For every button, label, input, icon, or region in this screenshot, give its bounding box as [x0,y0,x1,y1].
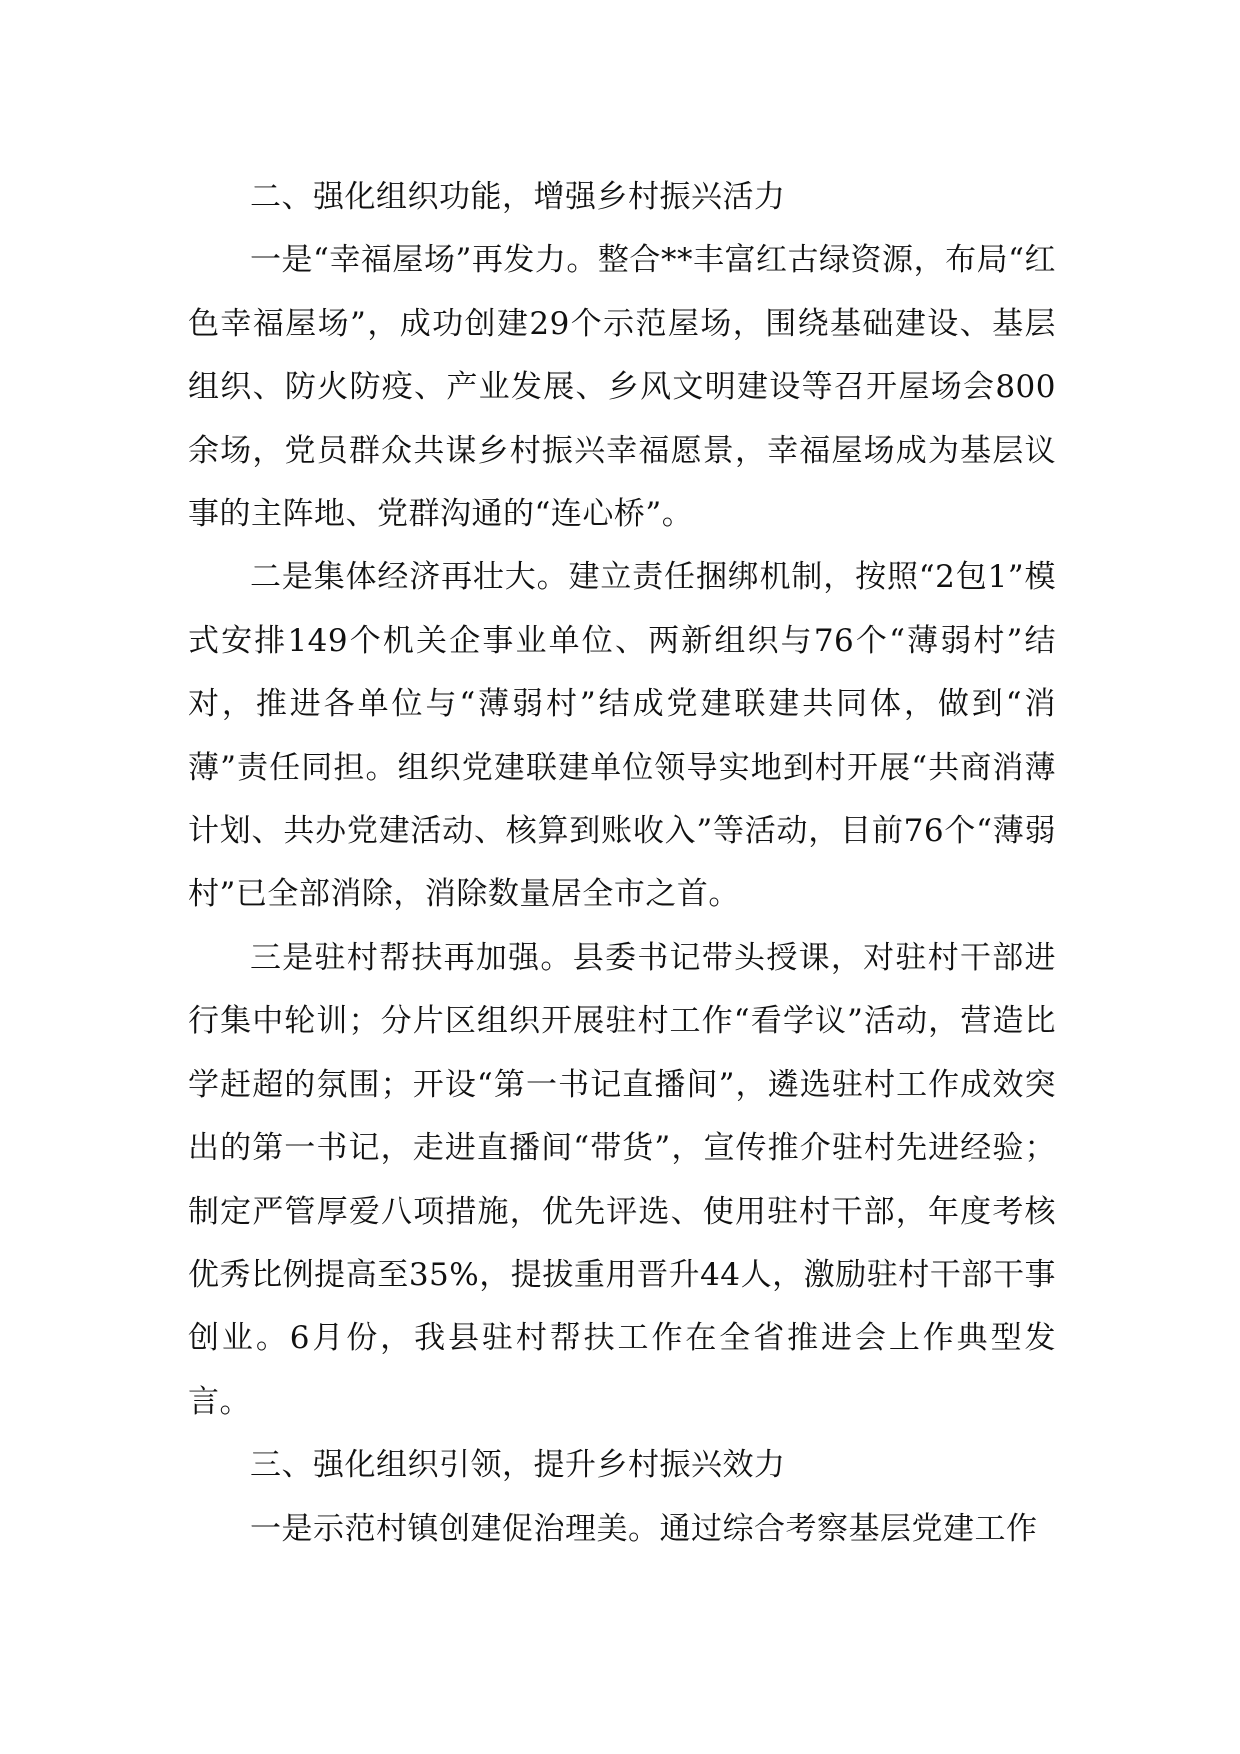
body-paragraph-happy-house-field: 一是“幸福屋场”再发力。整合**丰富红古绿资源，布局“红色幸福屋场”，成功创建29个示范屋场，围绕基础建设、基层组织、防火防疫、产业发展、乡风文明建设等召开屋场会800余场，党员群众共谋乡村振兴幸福愿景，幸福屋场成为基层议事的主阵地、党群沟通的“连心桥”。 [188,242,1056,533]
section-heading-2: 二、强化组织功能，增强乡村振兴活力 [250,179,786,215]
document-body [188,166,1056,1561]
body-paragraph-demonstration-villages: 一是示范村镇创建促治理美。通过综合考察基层党建工作 [250,1510,1038,1547]
body-paragraph-village-assistance: 三是驻村帮扶再加强。县委书记带头授课，对驻村干部进行集中轮训；分片区组织开展驻村工作“看学议”活动，营造比学赶超的氛围；开设“第一书记直播间”，遴选驻村工作成效突出的第一书记，走进直播间“带货”，宣传推介驻村先进经验；制定严管厚爱八项措施，优先评选、使用驻村干部，年度考核优秀比例提高至35%，提拔重用晋升44人，激励驻村干部干事创业。6月份，我县驻村帮扶工作在全省推进会上作典型发言。 [188,939,1056,1420]
body-paragraph-collective-economy: 二是集体经济再壮大。建立责任捆绑机制，按照“2包1”模式安排149个机关企事业单位、两新组织与76个“薄弱村”结对，推进各单位与“薄弱村”结成党建联建共同体，做到“消薄”责任同担。组织党建联建单位领导实地到村开展“共商消薄计划、共办党建活动、核算到账收入”等活动，目前76个“薄弱村”已全部消除，消除数量居全市之首。 [188,559,1056,913]
section-heading-3: 三、强化组织引领，提升乡村振兴效力 [250,1447,786,1484]
